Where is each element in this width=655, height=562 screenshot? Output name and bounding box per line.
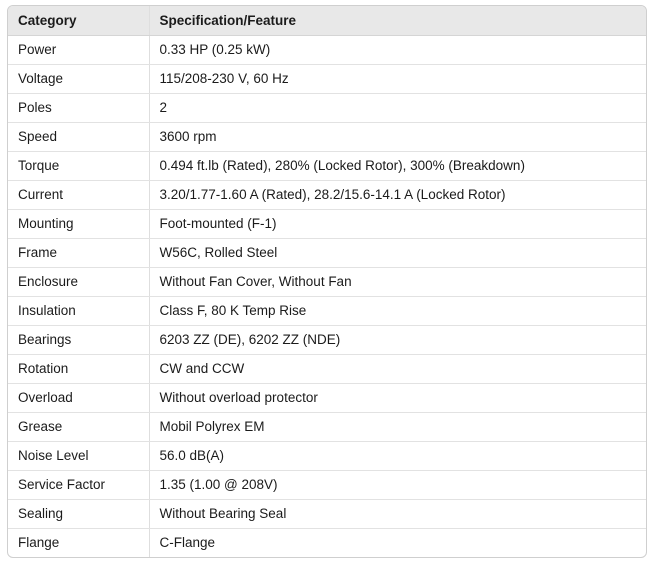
value-cell: 3600 rpm	[149, 122, 646, 151]
value-cell: C-Flange	[159, 535, 216, 551]
value-cell: CW and CCW	[149, 354, 646, 383]
value-cell: Mobil Polyrex EM	[149, 412, 646, 441]
table-row	[8, 325, 646, 354]
value-cell: 3.20/1.77-1.60 A (Rated), 28.2/15.6-14.1 A (Locked Rotor)	[149, 180, 646, 209]
spec-table-grid	[8, 6, 646, 557]
table-row	[8, 499, 646, 528]
value-cell: 0.33 HP (0.25 kW)	[149, 35, 646, 64]
value-cell: 1.35 (1.00 @ 208V)	[149, 470, 646, 499]
category-cell: Sealing	[8, 499, 149, 528]
category-cell: Grease	[8, 412, 149, 441]
table-row	[8, 354, 646, 383]
table-row	[8, 441, 646, 470]
table-row	[8, 383, 646, 412]
value-cell: Without Bearing Seal	[149, 499, 646, 528]
table-row	[8, 122, 646, 151]
table-row	[8, 528, 646, 557]
value-cell: W56C, Rolled Steel	[149, 238, 646, 267]
category-cell: Frame	[8, 238, 149, 267]
value-cell: Without Fan Cover, Without Fan	[149, 267, 646, 296]
category-cell: Torque	[8, 151, 149, 180]
spec-table-body	[8, 35, 646, 557]
category-cell: Flange	[8, 528, 149, 557]
table-row	[8, 93, 646, 122]
value-cell: 2	[149, 93, 646, 122]
table-row	[8, 267, 646, 296]
category-cell: Overload	[8, 383, 149, 412]
category-cell: Enclosure	[8, 267, 149, 296]
table-row	[8, 296, 646, 325]
category-cell: Mounting	[8, 209, 149, 238]
column-header-specification: Specification/Feature	[149, 6, 646, 35]
value-cell: 6203 ZZ (DE), 6202 ZZ (NDE)	[149, 325, 646, 354]
spec-table	[7, 5, 647, 558]
table-row	[8, 35, 646, 64]
category-cell: Service Factor	[8, 470, 149, 499]
category-cell: Speed	[8, 122, 149, 151]
category-cell: Rotation	[8, 354, 149, 383]
category-cell: Insulation	[8, 296, 149, 325]
table-row	[8, 151, 646, 180]
value-cell: 56.0 dB(A)	[149, 441, 646, 470]
value-cell: Class F, 80 K Temp Rise	[149, 296, 646, 325]
value-cell: Without overload protector	[149, 383, 646, 412]
table-row	[8, 209, 646, 238]
category-cell: Noise Level	[8, 441, 149, 470]
category-cell: Bearings	[8, 325, 149, 354]
table-row	[8, 470, 646, 499]
column-header-category: Category	[8, 6, 149, 35]
category-cell: Poles	[8, 93, 149, 122]
category-cell: Power	[8, 35, 149, 64]
value-cell: 0.494 ft.lb (Rated), 280% (Locked Rotor), 300% (Breakdown)	[149, 151, 646, 180]
table-header-row	[8, 6, 646, 35]
category-cell: Voltage	[8, 64, 149, 93]
table-row	[8, 238, 646, 267]
table-row	[8, 64, 646, 93]
table-row	[8, 412, 646, 441]
table-header	[8, 6, 646, 35]
value-cell: 115/208-230 V, 60 Hz	[149, 64, 646, 93]
category-cell: Current	[8, 180, 149, 209]
table-row	[8, 180, 646, 209]
value-cell: Foot-mounted (F-1)	[149, 209, 646, 238]
